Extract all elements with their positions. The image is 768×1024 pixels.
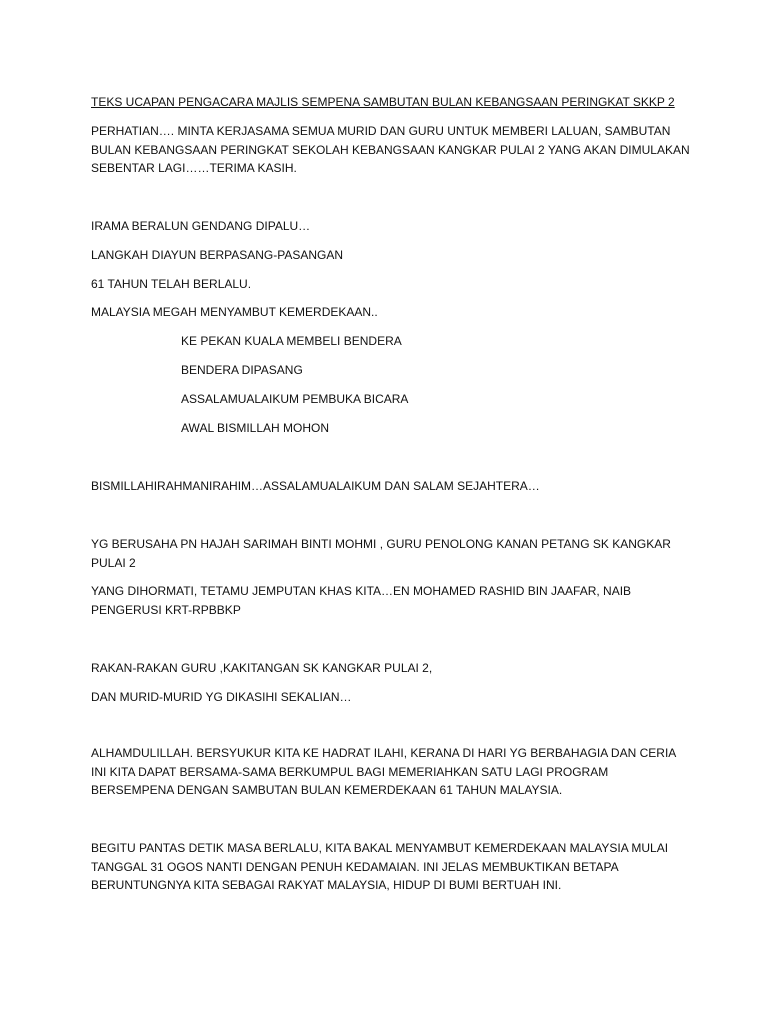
greeting-line: BISMILLAHIRAHMANIRAHIM…ASSALAMUALAIKUM DAN SALAM SEJAHTERA… xyxy=(91,479,540,493)
honorific-2: YANG DIHORMATI, TETAMU JEMPUTAN KHAS KITA…EN MOHAMED RASHID BIN JAAFAR, NAIB PENGERUSI KRT-RPBBKP xyxy=(91,584,632,617)
verse-line-1: IRAMA BERALUN GENDANG DIPALU… xyxy=(91,219,311,233)
verse-line-2: LANGKAH DIAYUN BERPASANG-PASANGAN xyxy=(91,248,344,262)
honorific-4: DAN MURID-MURID YG DIKASIHI SEKALIAN… xyxy=(91,690,352,704)
paragraph-1: ALHAMDULILLAH. BERSYUKUR KITA KE HADRAT ILAHI, KERANA DI HARI YG BERBAHAGIA DAN CERIA INI KITA DAPAT BERSAMA-SAMA BERKUMPUL BAGI MEMERIAHKAN SATU LAGI PROGRAM BERSEMPENA DENGAN SAMBUTAN BULAN KEMERDEKAAN 61 TAHUN MALAYSIA. xyxy=(91,746,676,797)
honorific-3: RAKAN-RAKAN GURU ,KAKITANGAN SK KANGKAR PULAI 2, xyxy=(91,661,433,675)
pantun-line-1: KE PEKAN KUALA MEMBELI BENDERA xyxy=(181,334,402,348)
announcement-paragraph: PERHATIAN…. MINTA KERJASAMA SEMUA MURID DAN GURU UNTUK MEMBERI LALUAN, SAMBUTAN BULAN KEBANGSAAN PERINGKAT SEKOLAH KEBANGSAAN KANGKAR PULAI 2 YANG AKAN DIMULAKAN SEBENTAR LAGI……TERIMA KASIH. xyxy=(91,124,690,175)
verse-line-3: 61 TAHUN TELAH BERLALU. xyxy=(91,277,252,291)
verse-line-4: MALAYSIA MEGAH MENYAMBUT KEMERDEKAAN.. xyxy=(91,305,378,319)
paragraph-2: BEGITU PANTAS DETIK MASA BERLALU, KITA BAKAL MENYAMBUT KEMERDEKAAN MALAYSIA MULAI TANGGAL 31 OGOS NANTI DENGAN PENUH KEDAMAIAN. INI JELAS MEMBUKTIKAN BETAPA BERUNTUNGNYA KITA SEBAGAI RAKYAT MALAYSIA, HIDUP DI BUMI BERTUAH INI. xyxy=(91,841,669,892)
document-title: TEKS UCAPAN PENGACARA MAJLIS SEMPENA SAMBUTAN BULAN KEBANGSAAN PERINGKAT SKKP 2 xyxy=(91,95,675,109)
pantun-line-4: AWAL BISMILLAH MOHON xyxy=(181,421,330,435)
pantun-line-3: ASSALAMUALAIKUM PEMBUKA BICARA xyxy=(181,392,409,406)
pantun-line-2: BENDERA DIPASANG xyxy=(181,363,303,377)
honorific-1: YG BERUSAHA PN HAJAH SARIMAH BINTI MOHMI , GURU PENOLONG KANAN PETANG SK KANGKAR PULAI 2 xyxy=(91,537,671,570)
